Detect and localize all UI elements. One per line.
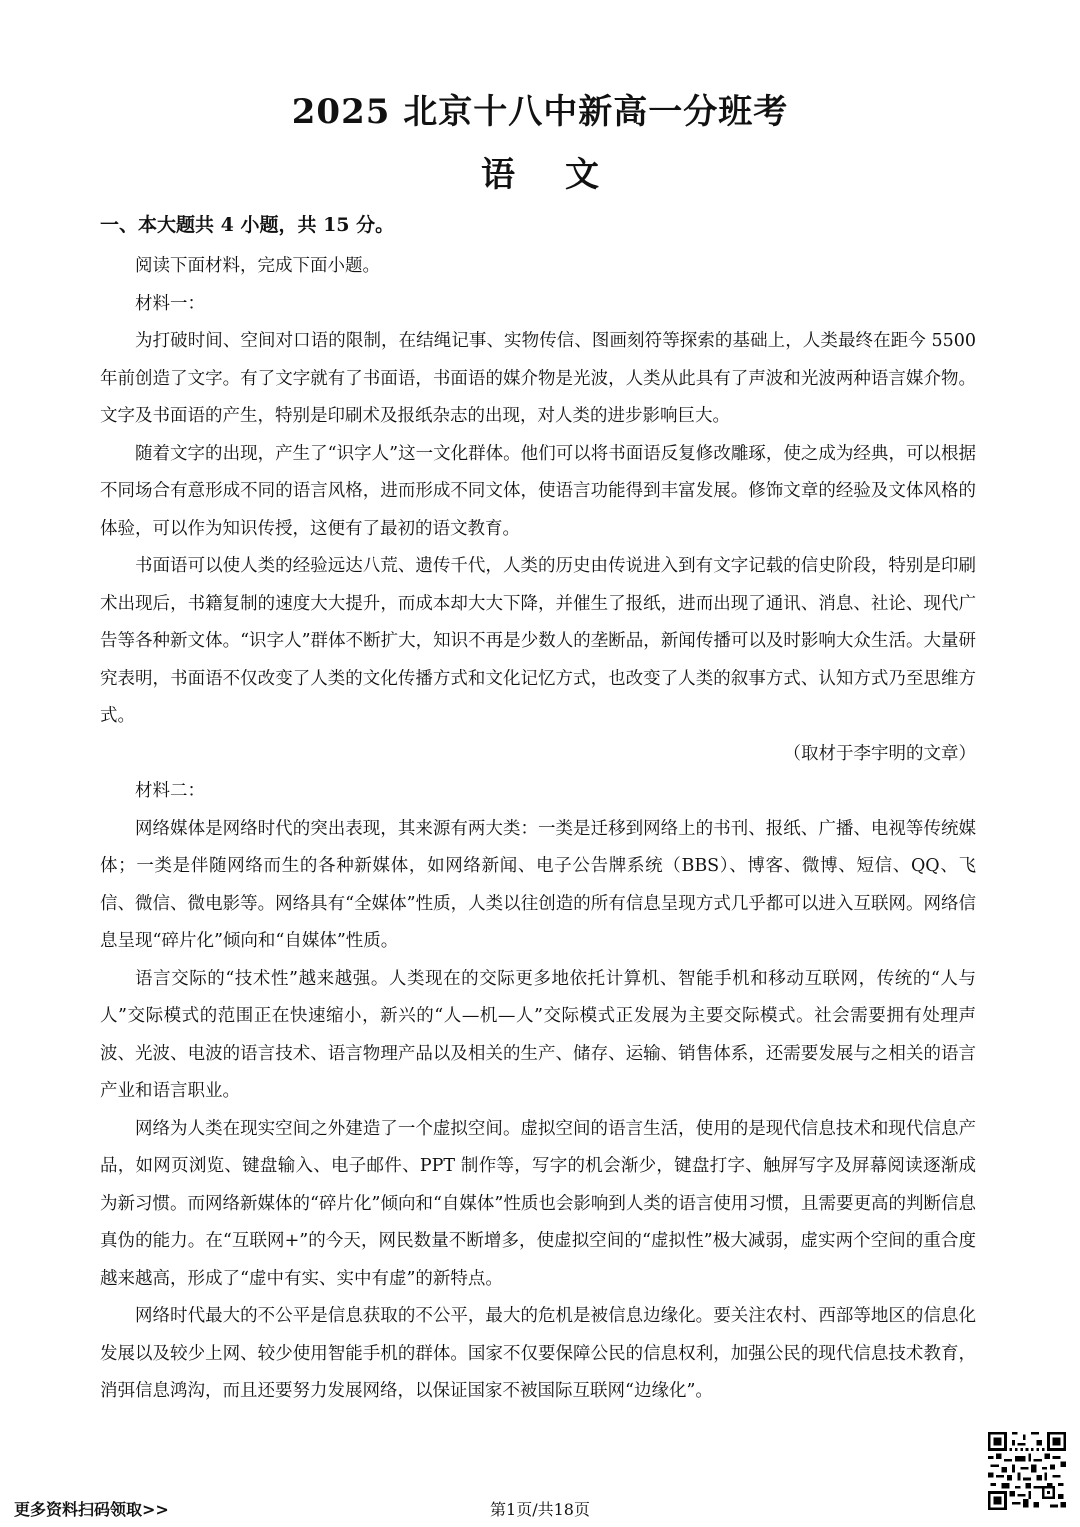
paragraph: 语言交际的“技术性”越来越强。人类现在的交际更多地依托计算机、智能手机和移动互联网，传统的“人与人”交际模式的范围正在快速缩小，新兴的“人—机—人”交际模式正发展为主要交际模式。社会需要拥有处理声波、光波、电波的语言技术、语言物理产品以及相关的生产、储存、运输、销售体系，还需要发展与之相关的语言产业和语言职业。: [100, 968, 976, 1101]
material2-label: 材料二：: [135, 781, 205, 801]
page-number: 第1页/共18页: [490, 1500, 590, 1519]
material1-label: 材料一：: [135, 293, 205, 314]
paragraph: 随着文字的出现，产生了“识字人”这一文化群体。他们可以将书面语反复修改雕琢，使之成为经典，可以根据不同场合有意形成不同的语言风格，进而形成不同文体，使语言功能得到丰富发展。修饰文章的经验及文体风格的体验，可以作为知识传授，这便有了最初的语文教育。: [100, 443, 976, 539]
material1-source: （取材于李宇明的文章）: [783, 743, 976, 764]
section-heading: 一、本大题共 4 小题，共 15 分。: [100, 214, 395, 236]
paragraph: 网络媒体是网络时代的突出表现，其来源有两大类：一类是迁移到网络上的书刊、报纸、广播、电视等传统媒体；一类是伴随网络而生的各种新媒体，如网络新闻、电子公告牌系统（BBS）、博客、微博、短信、QQ、飞信、微信、微电影等。网络具有“全媒体”性质，人类以往创造的所有信息呈现方式几乎都可以进入互联网。网络信息呈现“碎片化”倾向和“自媒体”性质。: [100, 818, 976, 951]
paragraph: 网络为人类在现实空间之外建造了一个虚拟空间。虚拟空间的语言生活，使用的是现代信息技术和现代信息产品，如网页浏览、键盘输入、电子邮件、PPT 制作等，写字的机会渐少，键盘打字、触屏写字及屏幕阅读逐渐成为新习惯。而网络新媒体的“碎片化”倾向和“自媒体”性质也会影响到人类的语言使用习惯，且需要更高的判断信息真伪的能力。在“互联网+”的今天，网民数量不断增多，使虚拟空间的“虚拟性”极大减弱，虚实两个空间的重合度越来越高，形成了“虚中有实、实中有虚”的新特点。: [100, 1118, 976, 1289]
paragraph: 书面语可以使人类的经验远达八荒、遗传千代，人类的历史由传说进入到有文字记载的信史阶段，特别是印刷术出现后，书籍复制的速度大大提升，而成本却大大下降，并催生了报纸，进而出现了通讯、消息、社论、现代广告等各种新文体。“识字人”群体不断扩大，知识不再是少数人的垄断品，新闻传播可以及时影响大众生活。大量研究表明，书面语不仅改变了人类的文化传播方式和文化记忆方式，也改变了人类的叙事方式、认知方式乃至思维方式。: [100, 556, 976, 726]
page-title: 2025 北京十八中新高一分班考: [291, 92, 789, 132]
instruction: 阅读下面材料，完成下面小题。: [135, 256, 380, 276]
more-resources-link[interactable]: 更多资料扫码领取>>: [14, 1500, 169, 1519]
paragraph: 网络时代最大的不公平是信息获取的不公平，最大的危机是被信息边缘化。要关注农村、西部等地区的信息化发展以及较少上网、较少使用智能手机的群体。国家不仅要保障公民的信息权利，加强公民的现代信息技术教育，消弭信息鸿沟，而且还要努力发展网络，以保证国家不被国际互联网“边缘化”。: [100, 1306, 976, 1401]
main-content: [100, 210, 976, 1411]
paragraph: 为打破时间、空间对口语的限制，在结绳记事、实物传信、图画刻符等探索的基础上，人类最终在距今 5500 年前创造了文字。有了文字就有了书面语，书面语的媒介物是光波，人类从此具有了声波和光波两种语言媒介物。文字及书面语的产生，特别是印刷术及报纸杂志的出现，对人类的进步影响巨大。: [100, 331, 976, 426]
subject-title: 语文: [481, 155, 649, 195]
